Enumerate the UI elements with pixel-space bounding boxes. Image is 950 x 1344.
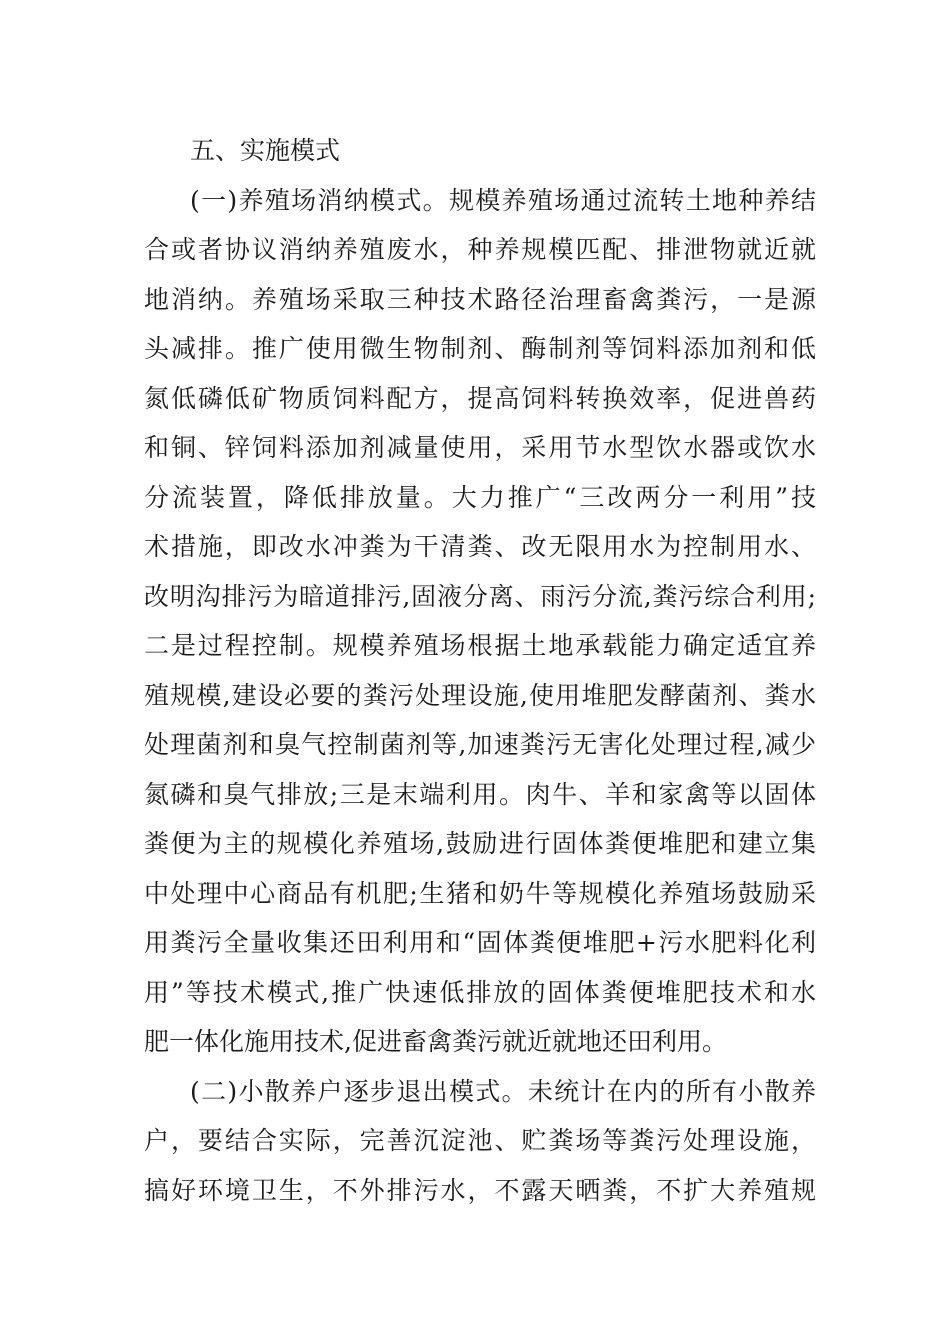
text-line: 户，要结合实际，完善沉淀池、贮粪场等粪污处理设施， xyxy=(144,1126,816,1155)
text-line: 合或者协议消纳养殖废水，种养规模匹配、排泄物就近就 xyxy=(144,235,816,264)
text-line: (二)小散养户逐步退出模式。未统计在内的所有小散养 xyxy=(190,1076,816,1106)
text-line: 氮磷和臭气排放;三是末端利用。肉牛、羊和家禽等以固体 xyxy=(144,779,816,809)
text-line: 二是过程控制。规模养殖场根据土地承载能力确定适宜养 xyxy=(144,631,816,660)
text-line: 搞好环境卫生，不外排污水，不露天晒粪，不扩大养殖规 xyxy=(144,1175,816,1205)
text-line: 肥一体化施用技术,促进畜禽粪污就近就地还田利用。 xyxy=(144,1027,727,1056)
text-line: 处理菌剂和臭气控制菌剂等,加速粪污无害化处理过程,减少 xyxy=(144,730,816,759)
text-line: 头减排。推广使用微生物制剂、酶制剂等饲料添加剂和低 xyxy=(144,334,816,363)
text-line: 分流装置，降低排放量。大力推广“三改两分一利用”技 xyxy=(144,482,816,512)
text-line: (一)养殖场消纳模式。规模养殖场通过流转土地种养结 xyxy=(190,185,816,215)
text-line: 改明沟排污为暗道排污,固液分离、雨污分流,粪污综合利用; xyxy=(144,581,816,611)
text-line: 中处理中心商品有机肥;生猪和奶牛等规模化养殖场鼓励采 xyxy=(144,878,816,908)
text-line: 地消纳。养殖场采取三种技术路径治理畜禽粪污，一是源 xyxy=(144,284,816,314)
paragraph-1 xyxy=(144,176,816,1067)
text-line: 殖规模,建设必要的粪污处理设施,使用堆肥发酵菌剂、粪水 xyxy=(144,680,816,710)
text-line: 用粪污全量收集还田利用和“固体粪便堆肥+污水肥料化利 xyxy=(144,928,816,957)
text-line: 术措施，即改水冲粪为干清粪、改无限用水为控制用水、 xyxy=(144,532,816,561)
paragraph-2 xyxy=(144,1067,816,1216)
text-line: 氮低磷低矿物质饲料配方，提高饲料转换效率，促进兽药 xyxy=(144,383,816,413)
text-line: 粪便为主的规模化养殖场,鼓励进行固体粪便堆肥和建立集 xyxy=(144,829,816,858)
section-heading: 五、实施模式 xyxy=(190,136,341,165)
document-body xyxy=(144,126,816,1215)
text-line: 用”等技术模式,推广快速低排放的固体粪便堆肥技术和水 xyxy=(144,977,816,1007)
text-line: 和铜、锌饲料添加剂减量使用，采用节水型饮水器或饮水 xyxy=(144,433,816,462)
